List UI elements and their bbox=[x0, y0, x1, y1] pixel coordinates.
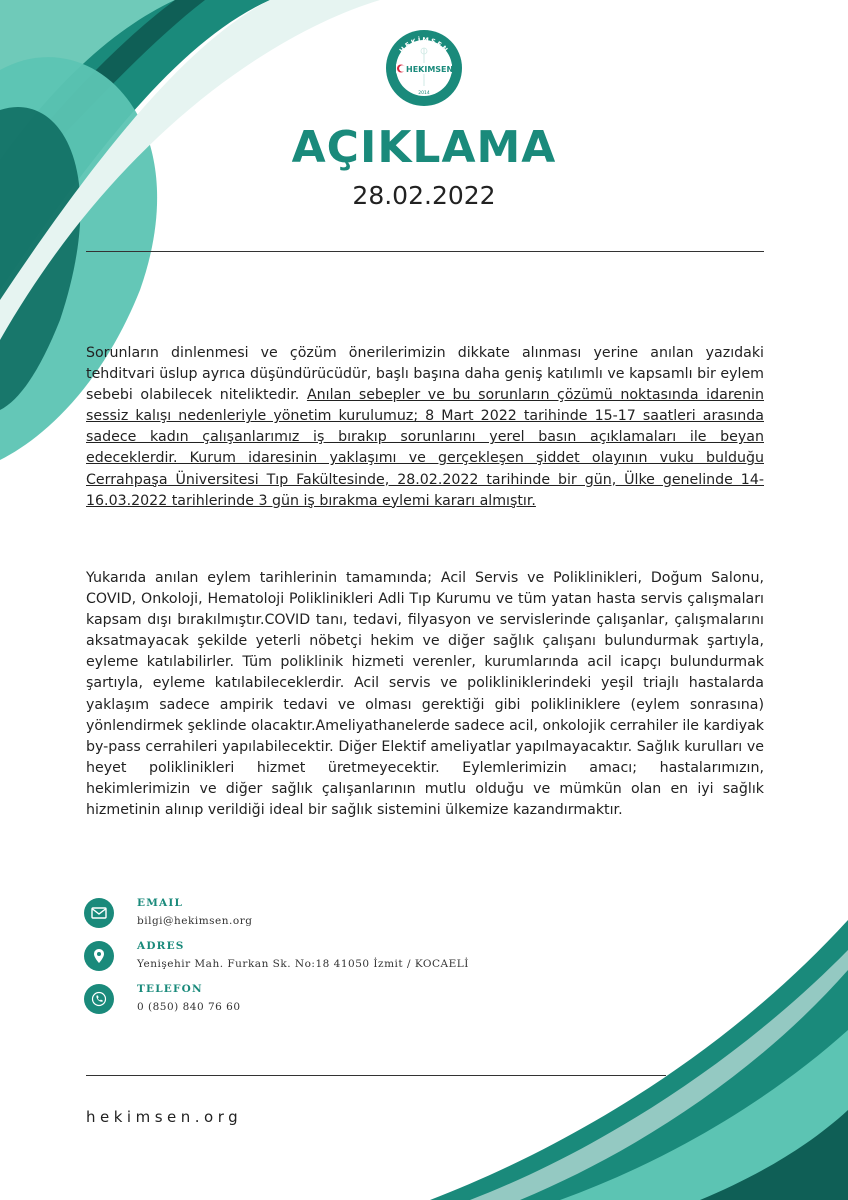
document-date: 28.02.2022 bbox=[352, 181, 496, 210]
website-link[interactable]: hekimsen.org bbox=[86, 1108, 243, 1126]
location-pin-icon bbox=[84, 941, 114, 971]
phone-label: TELEFON bbox=[137, 983, 203, 995]
paragraph-1-intro: Sorunların dinlenmesi ve çözüm önerilerimizin dikkate alınması yerine anılan yazıdaki tehditvari üslup ayrıca düşündürücüdür, başlı başına daha geniş katılımlı ve kapsamlı bir eylem sebebi olabilecek niteliktedir. bbox=[86, 345, 764, 404]
paragraph-1 bbox=[86, 343, 764, 512]
paragraph-2 bbox=[86, 568, 764, 821]
svg-text:HEKİMSEN: HEKİMSEN bbox=[397, 35, 451, 55]
page-title: AÇIKLAMA bbox=[291, 122, 557, 173]
address-value: Yenişehir Mah. Furkan Sk. No:18 41050 İzmit / KOCAELİ bbox=[137, 958, 469, 970]
mail-icon bbox=[84, 898, 114, 928]
svg-text:HEKIMSEN: HEKIMSEN bbox=[406, 65, 454, 74]
paragraph-1-underlined: Anılan sebepler ve bu sorunların çözümü noktasında idarenin sessiz kalışı nedenleriyle yönetim kurulumuz; 8 Mart 2022 tarihinde 15-17 saatleri arasında sadece kadın çalışanlarımız iş bırakıp sorunlarını yerel basın açıklamaları ile beyan edeceklerdir. Kurum idaresinin yaklaşımı ve gerçekleşen şiddet olayının vuku bulduğu Cerrahpaşa Üniversitesi Tıp Fakültesinde, 28.02.2022 tarihinde bir gün, Ülke genelinde 14-16.03.2022 tarihlerinde 3 gün iş bırakma eylemi kararı almıştır. bbox=[86, 387, 764, 509]
address-label: ADRES bbox=[137, 940, 185, 952]
footer-divider bbox=[86, 1075, 666, 1076]
header-divider bbox=[86, 251, 764, 252]
email-value[interactable]: bilgi@hekimsen.org bbox=[137, 915, 253, 927]
email-label: EMAIL bbox=[137, 897, 184, 909]
phone-icon bbox=[84, 984, 114, 1014]
paragraph-2-text: Yukarıda anılan eylem tarihlerinin tamamında; Acil Servis ve Poliklinikleri, Doğum Salonu, COVID, Onkoloji, Hematoloji Poliklinikleri Adli Tıp Kurumu ve tüm yatan hasta servis çalışmaları kapsam dışı bırakılmıştır.COVID tanı, tedavi, filyasyon ve servislerinde çalışanlar, çalışmalarını aksatmayacak şekilde yeterli nöbetçi hekim ve diğer sağlık çalışanı bulundurmak şartıyla, eyleme katılabilirler. Tüm poliklinik hizmeti verenler, kurumlarında acil icapçı bulundurmak şartıyla, eyleme katılabileceklerdir. Acil servis ve polikliniklerindeki yeşil triajlı hastalarda yaklaşım sadece ampirik tedavi ve olması gerektiği gibi polikliniklere (eylem sonrasına) yönlendirmek şeklinde olacaktır.Ameliyathanelerde sadece acil, onkolojik cerrahiler ile kardiyak by-pass cerrahileri yapılabilecektir. Diğer Elektif ameliyatlar yapılmayacaktır. Sağlık kurulları ve heyet poliklinikleri hizmet üretmeyecektir. Eylemlerimizin amacı; hastalarımızın, hekimlerimizin ve diğer sağlık çalışanlarının mutlu olduğu ve mümkün olan en iyi sağlık hizmetinin alınıp verildiği ideal bir sağlık sistemini ülkemize kazandırmaktır. bbox=[86, 570, 765, 819]
svg-text:2014: 2014 bbox=[418, 91, 430, 96]
phone-value[interactable]: 0 (850) 840 76 60 bbox=[137, 1001, 241, 1013]
hekimsen-logo bbox=[384, 28, 464, 108]
